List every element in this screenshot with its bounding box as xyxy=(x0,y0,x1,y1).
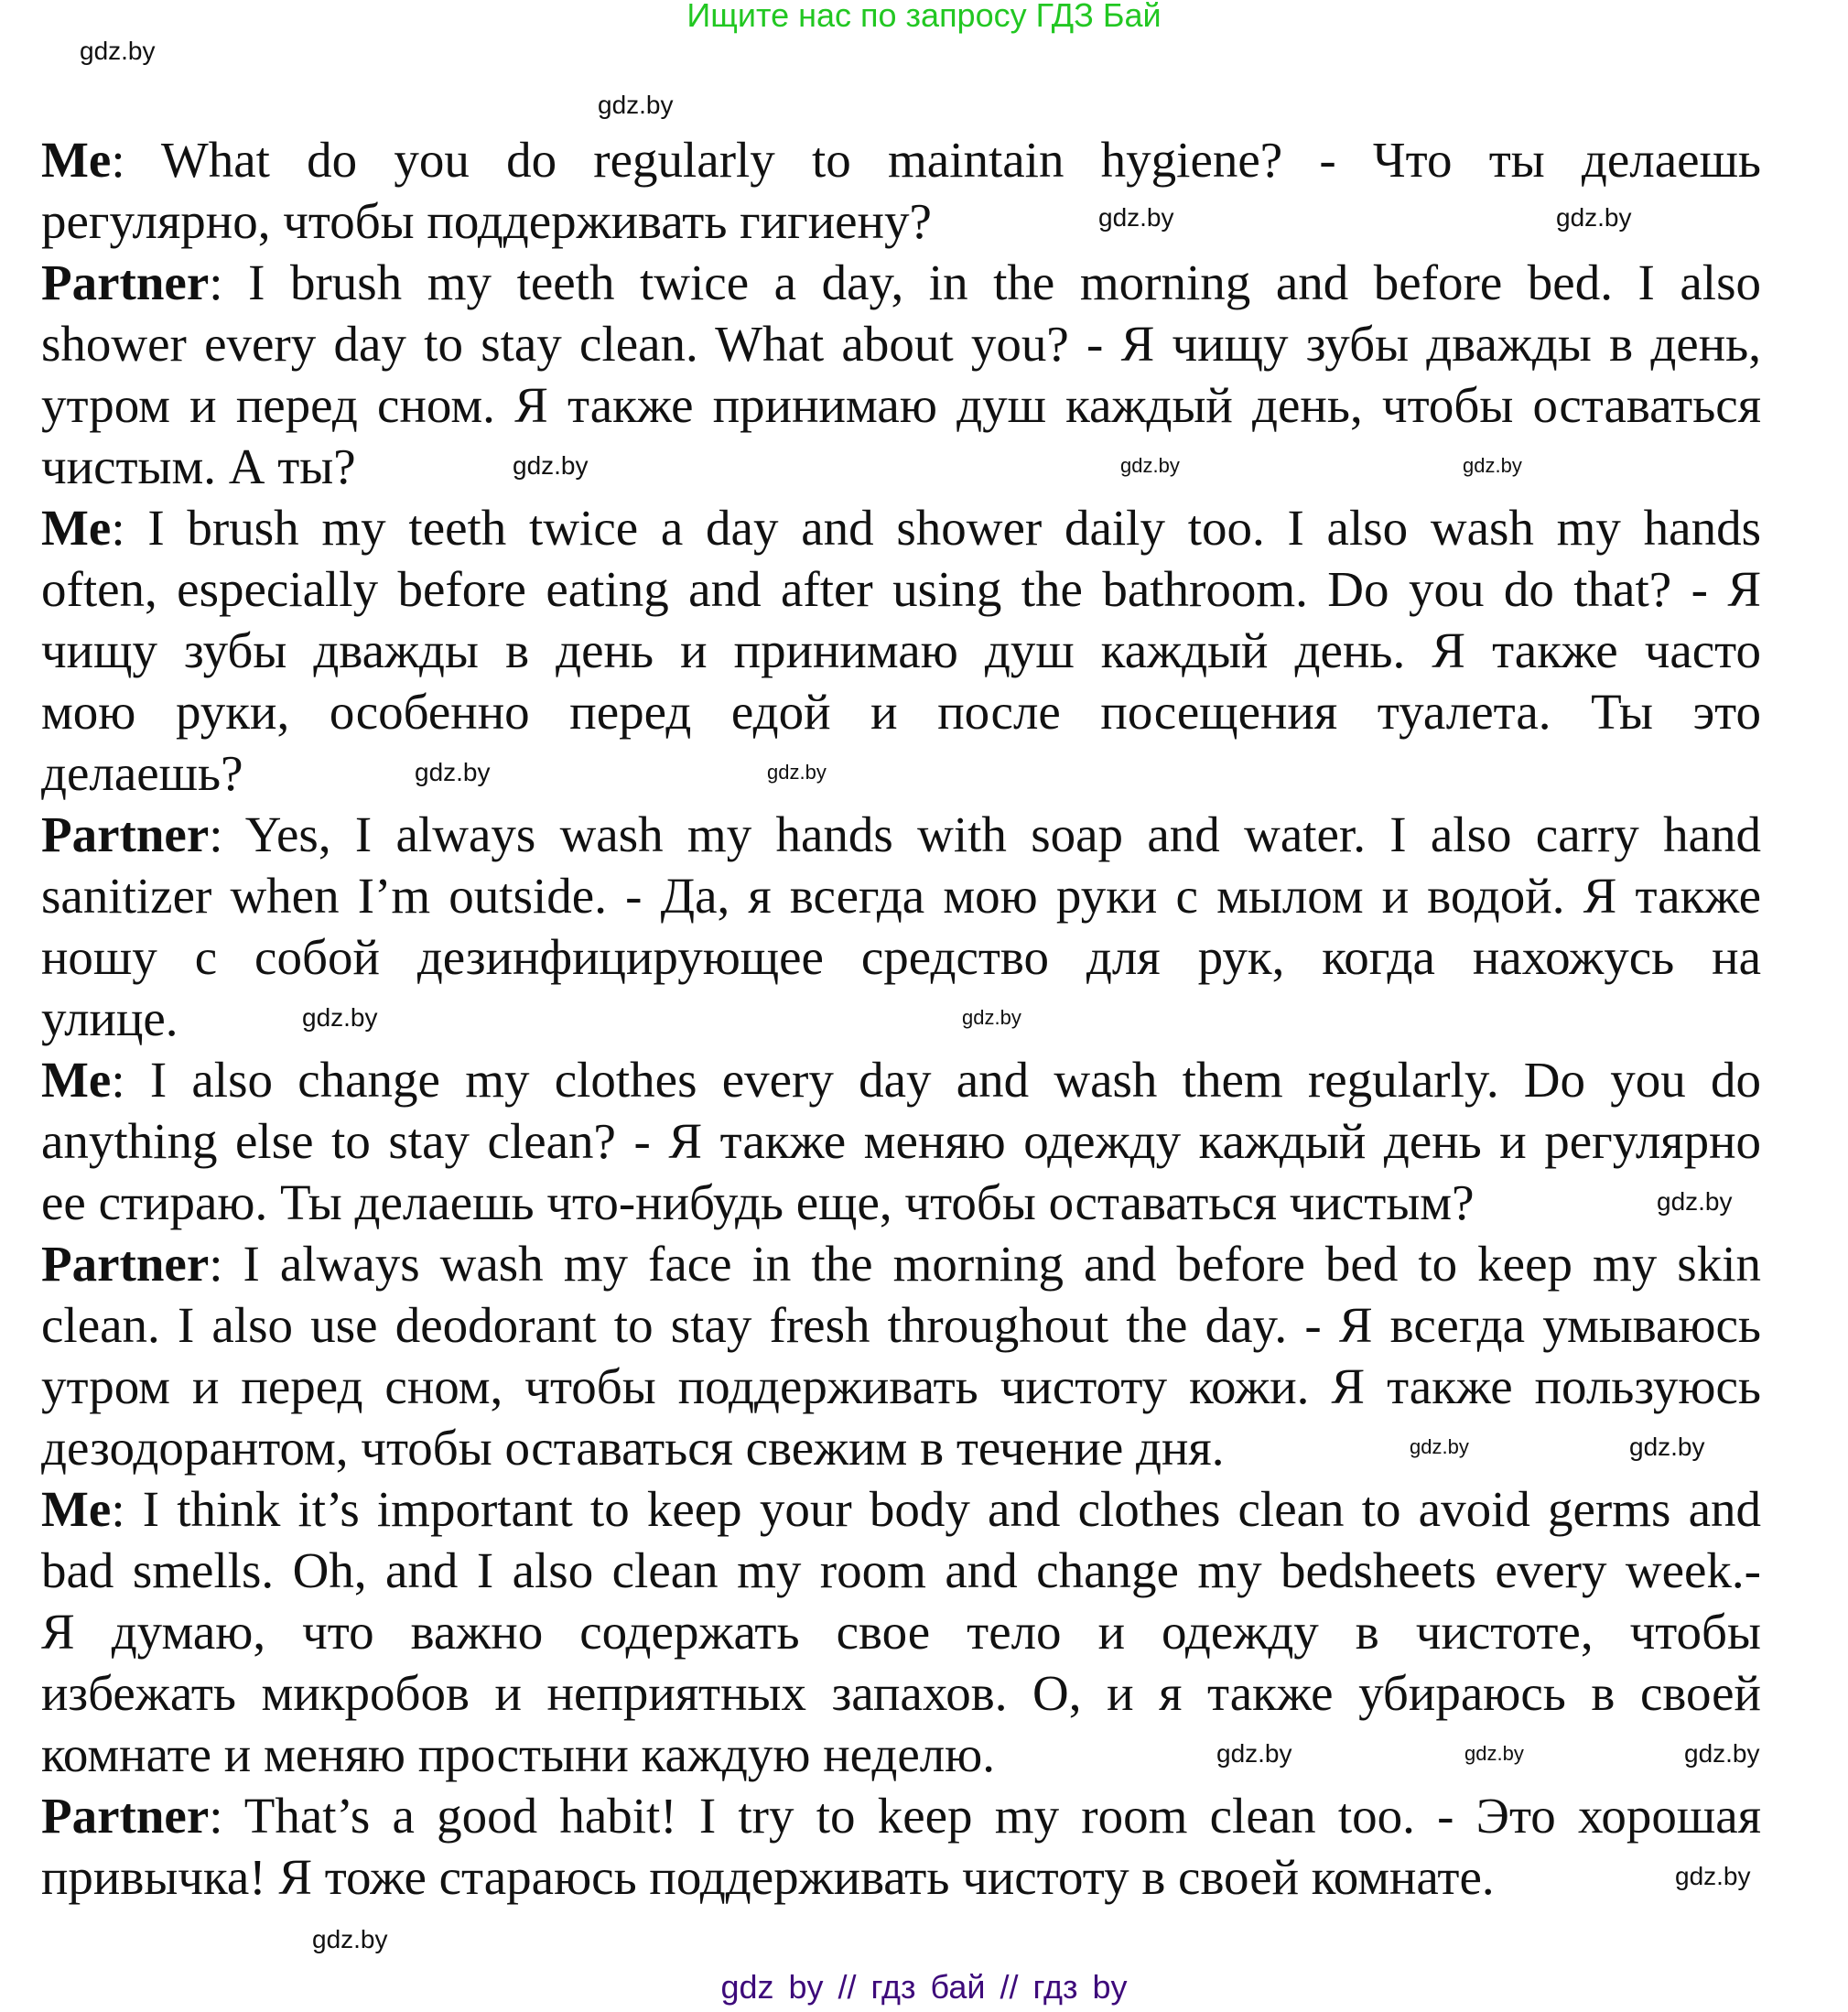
line-text: ее стираю. Ты делаешь что-нибудь еще, чтобы оставаться чистым? xyxy=(41,1174,1475,1230)
watermark: gdz.by xyxy=(1657,1187,1733,1216)
line-text: clean. I also use deodorant to stay fresh throughout the day. - Я всегда умываюсь xyxy=(41,1297,1761,1353)
footer-links: gdz by // гдз бай // гдз by xyxy=(720,1968,1128,2006)
dialogue-line xyxy=(41,988,1761,1049)
line-text: делаешь? xyxy=(41,745,243,801)
dialogue-line xyxy=(41,190,1761,252)
watermark: gdz.by xyxy=(1216,1739,1292,1768)
dialogue-line xyxy=(41,620,1761,681)
line-text: комнате и меняю простыни каждую неделю. xyxy=(41,1726,996,1782)
watermark: gdz.by xyxy=(1464,1742,1524,1765)
dialogue-line xyxy=(41,1110,1761,1172)
dialogue-line xyxy=(41,1417,1761,1478)
speaker-label: Me xyxy=(41,1481,112,1537)
line-text: : I brush my teeth twice a day and shower daily too. I also wash my hands xyxy=(111,500,1761,556)
speaker-label: Partner xyxy=(41,254,210,310)
watermark: gdz.by xyxy=(1675,1862,1751,1890)
dialogue-line xyxy=(41,681,1761,742)
dialogue-line xyxy=(41,129,1761,190)
dialogue-line xyxy=(41,804,1761,865)
speaker-label: Me xyxy=(41,1052,112,1108)
line-text: shower every day to stay clean. What about you? - Я чищу зубы дважды в день, xyxy=(41,316,1761,372)
line-text: : I think it’s important to keep your body and clothes clean to avoid germs and xyxy=(111,1481,1761,1537)
line-text: bad smells. Oh, and I also clean my room and change my bedsheets every week.- xyxy=(41,1542,1761,1598)
dialogue-line xyxy=(41,1049,1761,1110)
speaker-label: Me xyxy=(41,132,112,188)
line-text: anything else to stay clean? - Я также меняю одежду каждый день и регулярно xyxy=(41,1113,1761,1169)
dialogue-line xyxy=(41,1785,1761,1846)
dialogue-line xyxy=(41,926,1761,988)
dialogue-line xyxy=(41,1294,1761,1356)
dialogue-line xyxy=(41,1478,1761,1540)
dialogue-line xyxy=(41,1540,1761,1601)
watermark: gdz.by xyxy=(302,1003,378,1032)
dialogue-line xyxy=(41,1846,1761,1908)
line-text: регулярно, чтобы поддерживать гигиену? xyxy=(41,193,932,249)
dialogue-line xyxy=(41,374,1761,436)
dialogue-line xyxy=(41,313,1761,374)
line-text: : What do you do regularly to maintain hygiene? - Что ты делаешь xyxy=(111,132,1761,188)
dialogue-line xyxy=(41,1662,1761,1724)
watermark: gdz.by xyxy=(513,451,589,480)
watermark: gdz.by xyxy=(1120,454,1180,477)
line-text: : I also change my clothes every day and wash them regularly. Do you do xyxy=(111,1052,1761,1108)
line-text: : I always wash my face in the morning and before bed to keep my skin xyxy=(209,1236,1761,1292)
dialogue-line xyxy=(41,558,1761,620)
speaker-label: Me xyxy=(41,500,112,556)
dialogue-line xyxy=(41,742,1761,804)
line-text: улице. xyxy=(41,990,178,1046)
watermark: gdz.by xyxy=(415,758,491,786)
speaker-label: Partner xyxy=(41,806,210,862)
watermark: gdz.by xyxy=(1556,203,1632,232)
watermark: gdz.by xyxy=(1463,454,1522,477)
watermark: gdz.by xyxy=(1410,1435,1469,1458)
line-text: : Yes, I always wash my hands with soap and water. I also carry hand xyxy=(209,806,1761,862)
line-text: чищу зубы дважды в день и принимаю душ каждый день. Я также часто xyxy=(41,622,1761,678)
dialogue-line xyxy=(41,1356,1761,1417)
speaker-label: Partner xyxy=(41,1788,210,1844)
line-text: утром и перед сном, чтобы поддерживать чистоту кожи. Я также пользуюсь xyxy=(41,1358,1761,1414)
dialogue-line xyxy=(41,497,1761,558)
line-text: : I brush my teeth twice a day, in the morning and before bed. I also xyxy=(209,254,1761,310)
watermark: gdz.by xyxy=(312,1925,388,1953)
line-text: Я думаю, что важно содержать свое тело и одежду в чистоте, чтобы xyxy=(41,1604,1761,1660)
line-text: : That’s a good habit! I try to keep my room clean too. - Это хорошая xyxy=(209,1788,1761,1844)
watermark: gdz.by xyxy=(1098,203,1174,232)
dialogue-line xyxy=(41,1172,1761,1233)
watermark: gdz.by xyxy=(767,761,827,784)
dialogue xyxy=(41,129,1761,1908)
line-text: чистым. А ты? xyxy=(41,438,356,494)
watermark: gdz.by xyxy=(80,37,156,65)
dialogue-line xyxy=(41,252,1761,313)
watermark: gdz.by xyxy=(598,91,674,119)
line-text: избежать микробов и неприятных запахов. О, и я также убираюсь в своей xyxy=(41,1665,1761,1721)
watermark: gdz.by xyxy=(1684,1739,1760,1768)
dialogue-line xyxy=(41,1233,1761,1294)
line-text: мою руки, особенно перед едой и после посещения туалета. Ты это xyxy=(41,684,1761,740)
dialogue-line xyxy=(41,865,1761,926)
watermark: gdz.by xyxy=(1629,1433,1705,1461)
line-text: дезодорантом, чтобы оставаться свежим в течение дня. xyxy=(41,1420,1225,1476)
line-text: often, especially before eating and after using the bathroom. Do you do that? - Я xyxy=(41,561,1761,617)
line-text: утром и перед сном. Я также принимаю душ каждый день, чтобы оставаться xyxy=(41,377,1761,433)
dialogue-line xyxy=(41,1601,1761,1662)
search-banner: Ищите нас по запросу ГДЗ Бай xyxy=(686,0,1162,34)
line-text: ношу с собой дезинфицирующее средство для рук, когда нахожусь на xyxy=(41,929,1761,985)
line-text: привычка! Я тоже стараюсь поддерживать чистоту в своей комнате. xyxy=(41,1849,1495,1905)
speaker-label: Partner xyxy=(41,1236,210,1292)
line-text: sanitizer when I’m outside. - Да, я всегда мою руки с мылом и водой. Я также xyxy=(41,868,1761,924)
watermark: gdz.by xyxy=(962,1006,1021,1029)
